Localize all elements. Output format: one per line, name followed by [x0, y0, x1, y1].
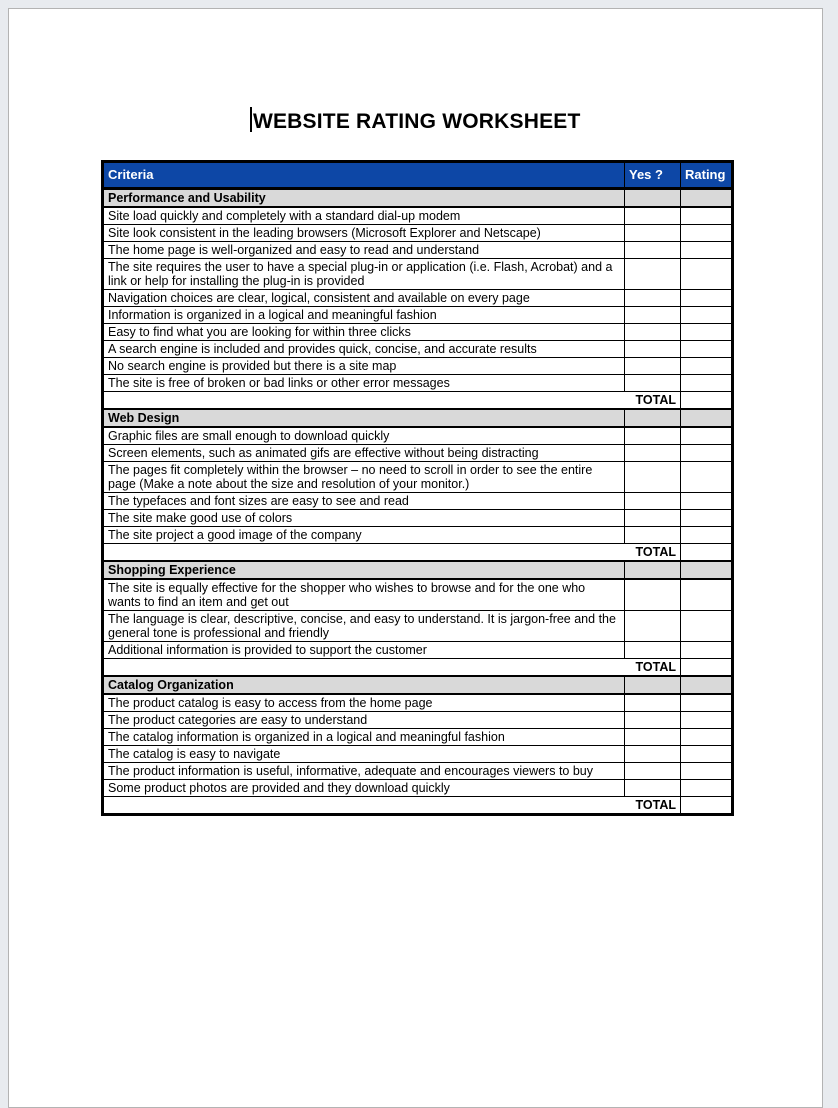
column-header-yes: Yes ? — [625, 162, 681, 189]
yes-cell[interactable] — [625, 207, 681, 225]
yes-cell[interactable] — [625, 324, 681, 341]
criteria-row — [103, 358, 733, 375]
section-title-cell: Web Design — [103, 409, 625, 427]
rating-cell[interactable] — [681, 611, 733, 642]
criteria-cell: A search engine is included and provides quick, concise, and accurate results — [103, 341, 625, 358]
criteria-row — [103, 259, 733, 290]
rating-cell[interactable] — [681, 462, 733, 493]
criteria-cell: The product information is useful, informative, adequate and encourages viewers to buy — [103, 763, 625, 780]
yes-cell — [625, 676, 681, 694]
rating-cell[interactable] — [681, 307, 733, 324]
criteria-cell: The catalog information is organized in a logical and meaningful fashion — [103, 729, 625, 746]
yes-cell[interactable] — [625, 694, 681, 712]
criteria-cell: The product catalog is easy to access from the home page — [103, 694, 625, 712]
section-title-cell: Catalog Organization — [103, 676, 625, 694]
yes-cell[interactable] — [625, 225, 681, 242]
criteria-row — [103, 510, 733, 527]
yes-cell[interactable] — [625, 375, 681, 392]
criteria-row — [103, 207, 733, 225]
criteria-cell: Site look consistent in the leading browsers (Microsoft Explorer and Netscape) — [103, 225, 625, 242]
yes-cell — [625, 561, 681, 579]
rating-cell[interactable] — [681, 579, 733, 611]
criteria-cell: The typefaces and font sizes are easy to see and read — [103, 493, 625, 510]
section-title-cell: Performance and Usability — [103, 189, 625, 208]
criteria-cell: The site is free of broken or bad links or other error messages — [103, 375, 625, 392]
rating-cell — [681, 409, 733, 427]
yes-cell[interactable] — [625, 780, 681, 797]
total-label: TOTAL — [103, 544, 681, 562]
section-header-row — [103, 561, 733, 579]
section-title-cell: Shopping Experience — [103, 561, 625, 579]
criteria-cell: The product categories are easy to understand — [103, 712, 625, 729]
total-label: TOTAL — [103, 659, 681, 677]
rating-cell[interactable] — [681, 763, 733, 780]
criteria-cell: The home page is well-organized and easy to read and understand — [103, 242, 625, 259]
yes-cell[interactable] — [625, 427, 681, 445]
yes-cell — [625, 409, 681, 427]
text-cursor — [250, 107, 252, 132]
yes-cell[interactable] — [625, 290, 681, 307]
total-rating-cell[interactable] — [681, 392, 733, 410]
criteria-cell: The site requires the user to have a special plug-in or application (i.e. Flash, Acrobat) and a link or help for installing the plug-in is provided — [103, 259, 625, 290]
criteria-row — [103, 445, 733, 462]
section-header-row — [103, 409, 733, 427]
rating-cell[interactable] — [681, 746, 733, 763]
yes-cell[interactable] — [625, 712, 681, 729]
criteria-row — [103, 746, 733, 763]
rating-cell[interactable] — [681, 780, 733, 797]
criteria-cell: Easy to find what you are looking for within three clicks — [103, 324, 625, 341]
rating-cell[interactable] — [681, 242, 733, 259]
criteria-cell: Screen elements, such as animated gifs are effective without being distracting — [103, 445, 625, 462]
total-row — [103, 659, 733, 677]
document-page[interactable] — [8, 8, 823, 1108]
criteria-row — [103, 242, 733, 259]
rating-cell[interactable] — [681, 493, 733, 510]
criteria-cell: The site project a good image of the company — [103, 527, 625, 544]
rating-cell[interactable] — [681, 427, 733, 445]
criteria-row — [103, 763, 733, 780]
yes-cell[interactable] — [625, 242, 681, 259]
yes-cell[interactable] — [625, 611, 681, 642]
yes-cell[interactable] — [625, 746, 681, 763]
rating-cell[interactable] — [681, 324, 733, 341]
rating-cell[interactable] — [681, 259, 733, 290]
criteria-cell: Some product photos are provided and they download quickly — [103, 780, 625, 797]
section-header-row — [103, 189, 733, 208]
page-title: WEBSITE RATING WORKSHEET — [252, 110, 581, 133]
rating-cell — [681, 561, 733, 579]
yes-cell — [625, 189, 681, 208]
yes-cell[interactable] — [625, 493, 681, 510]
rating-cell[interactable] — [681, 207, 733, 225]
total-label: TOTAL — [103, 392, 681, 410]
yes-cell[interactable] — [625, 579, 681, 611]
rating-cell[interactable] — [681, 445, 733, 462]
criteria-cell: Additional information is provided to support the customer — [103, 642, 625, 659]
column-header-rating: Rating — [681, 162, 733, 189]
yes-cell[interactable] — [625, 307, 681, 324]
yes-cell[interactable] — [625, 462, 681, 493]
criteria-row — [103, 694, 733, 712]
rating-cell[interactable] — [681, 694, 733, 712]
total-rating-cell[interactable] — [681, 659, 733, 677]
total-rating-cell[interactable] — [681, 544, 733, 562]
yes-cell[interactable] — [625, 763, 681, 780]
criteria-row — [103, 341, 733, 358]
rating-cell[interactable] — [681, 341, 733, 358]
criteria-cell: The pages fit completely within the browser – no need to scroll in order to see the entire page (Make a note about the size and resolution of your monitor.) — [103, 462, 625, 493]
rating-cell[interactable] — [681, 290, 733, 307]
total-rating-cell[interactable] — [681, 797, 733, 815]
criteria-row — [103, 712, 733, 729]
criteria-cell: Information is organized in a logical and meaningful fashion — [103, 307, 625, 324]
yes-cell[interactable] — [625, 729, 681, 746]
rating-cell[interactable] — [681, 729, 733, 746]
criteria-row — [103, 527, 733, 544]
criteria-row — [103, 427, 733, 445]
criteria-row — [103, 290, 733, 307]
yes-cell[interactable] — [625, 259, 681, 290]
rating-cell[interactable] — [681, 642, 733, 659]
worksheet-table — [101, 160, 734, 816]
criteria-row — [103, 780, 733, 797]
rating-cell[interactable] — [681, 375, 733, 392]
rating-cell[interactable] — [681, 358, 733, 375]
yes-cell[interactable] — [625, 642, 681, 659]
total-label: TOTAL — [103, 797, 681, 815]
criteria-row — [103, 225, 733, 242]
criteria-cell: Site load quickly and completely with a standard dial-up modem — [103, 207, 625, 225]
yes-cell[interactable] — [625, 527, 681, 544]
criteria-row — [103, 579, 733, 611]
criteria-cell: Graphic files are small enough to download quickly — [103, 427, 625, 445]
rating-cell[interactable] — [681, 527, 733, 544]
criteria-row — [103, 462, 733, 493]
yes-cell[interactable] — [625, 341, 681, 358]
criteria-cell: The site is equally effective for the shopper who wishes to browse and for the one who wants to find an item and get out — [103, 579, 625, 611]
section-header-row — [103, 676, 733, 694]
criteria-row — [103, 307, 733, 324]
total-row — [103, 392, 733, 410]
criteria-cell: No search engine is provided but there is a site map — [103, 358, 625, 375]
column-header-criteria: Criteria — [103, 162, 625, 189]
criteria-cell: The catalog is easy to navigate — [103, 746, 625, 763]
rating-cell[interactable] — [681, 712, 733, 729]
yes-cell[interactable] — [625, 510, 681, 527]
criteria-row — [103, 375, 733, 392]
yes-cell[interactable] — [625, 445, 681, 462]
criteria-cell: The language is clear, descriptive, concise, and easy to understand. It is jargon-free and the general tone is professional and friendly — [103, 611, 625, 642]
criteria-row — [103, 493, 733, 510]
rating-cell — [681, 676, 733, 694]
document-title-row — [9, 107, 822, 134]
criteria-row — [103, 729, 733, 746]
total-row — [103, 797, 733, 815]
criteria-row — [103, 324, 733, 341]
criteria-row — [103, 642, 733, 659]
total-row — [103, 544, 733, 562]
yes-cell[interactable] — [625, 358, 681, 375]
table-header-row — [103, 162, 733, 189]
rating-cell[interactable] — [681, 510, 733, 527]
rating-cell — [681, 189, 733, 208]
criteria-cell: The site make good use of colors — [103, 510, 625, 527]
rating-cell[interactable] — [681, 225, 733, 242]
criteria-row — [103, 611, 733, 642]
criteria-cell: Navigation choices are clear, logical, consistent and available on every page — [103, 290, 625, 307]
